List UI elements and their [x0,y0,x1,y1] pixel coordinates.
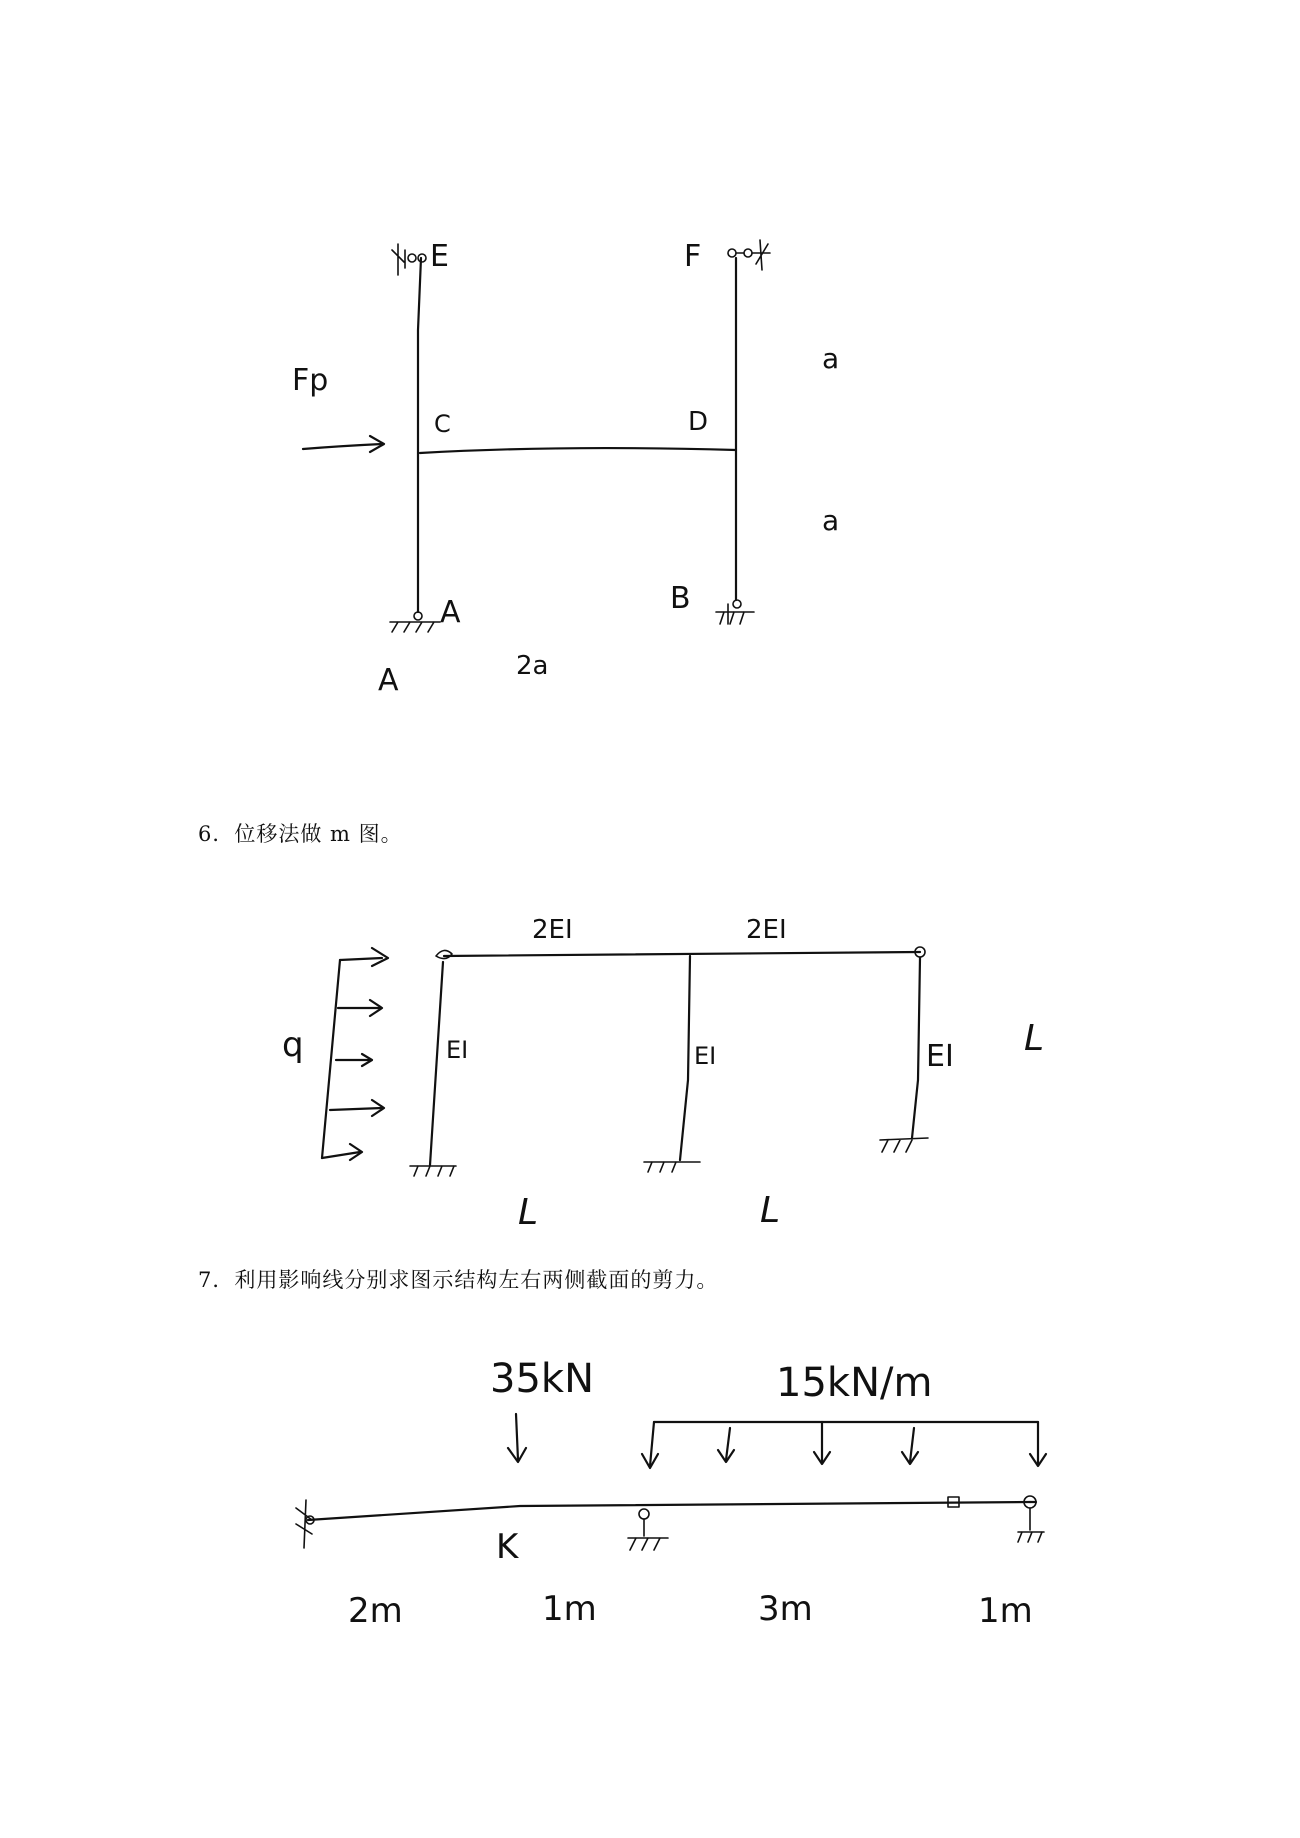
distributed-load-15 [642,1422,1046,1468]
support-f-symbol [728,240,770,270]
question-6-text: 6．位移法做 m 图。 [198,822,403,846]
hinge-left [436,950,452,958]
label-span-2a: 2a [516,651,549,681]
column-left [430,962,443,1165]
support-a-symbol [390,612,440,632]
column-right [912,958,920,1138]
fixed-support-middle [644,1162,700,1172]
label-dim-3m: 3m [758,1589,813,1629]
question-7-text: 7．利用影响线分别求图示结构左右两侧截面的剪力。 [198,1268,719,1292]
label-a-below: A [378,663,399,698]
label-d: D [688,407,709,437]
point-load-arrow [508,1414,526,1462]
beam-diagram-3 [0,1330,1300,1650]
support-middle-symbol [628,1509,668,1550]
beam-cd [420,448,736,453]
label-col-left-ei: EI [446,1036,469,1064]
label-a-upper: a [822,342,840,375]
label-point-load: 35kN [490,1356,594,1402]
frame-diagram-2 [0,900,1300,1240]
label-beam-right-2ei: 2EI [746,915,787,945]
label-col-right-ei: EI [926,1039,954,1074]
label-dim-2m: 2m [348,1591,403,1631]
column-middle [680,956,690,1160]
column-left [418,258,421,612]
label-fp: Fp [292,363,329,398]
frame-diagram-1 [0,200,1300,720]
beam-main [308,1502,1030,1520]
label-f: F [684,239,702,274]
fixed-support-left [410,1166,456,1176]
label-dim-1m-b: 1m [978,1591,1033,1631]
label-span-left-l: L [518,1192,539,1233]
label-beam-left-2ei: 2EI [532,915,573,945]
support-left-symbol [296,1500,314,1548]
label-dim-1m-a: 1m [542,1589,597,1629]
label-c: C [434,410,451,438]
label-a-lower: a [822,504,840,537]
label-height-l: L [1024,1018,1045,1059]
force-arrow-fp [303,436,384,452]
label-span-right-l: L [760,1190,781,1231]
label-a: A [440,595,461,630]
label-q: q [282,1025,304,1065]
support-b-symbol [716,600,754,624]
label-section-k: K [496,1527,519,1567]
label-e: E [430,239,449,274]
beam-top [444,952,920,956]
fixed-support-right [880,1138,928,1152]
label-col-mid-ei: EI [694,1042,717,1070]
label-dist-load: 15kN/m [776,1360,933,1406]
label-b: B [670,581,691,616]
distributed-load-q [322,948,388,1160]
